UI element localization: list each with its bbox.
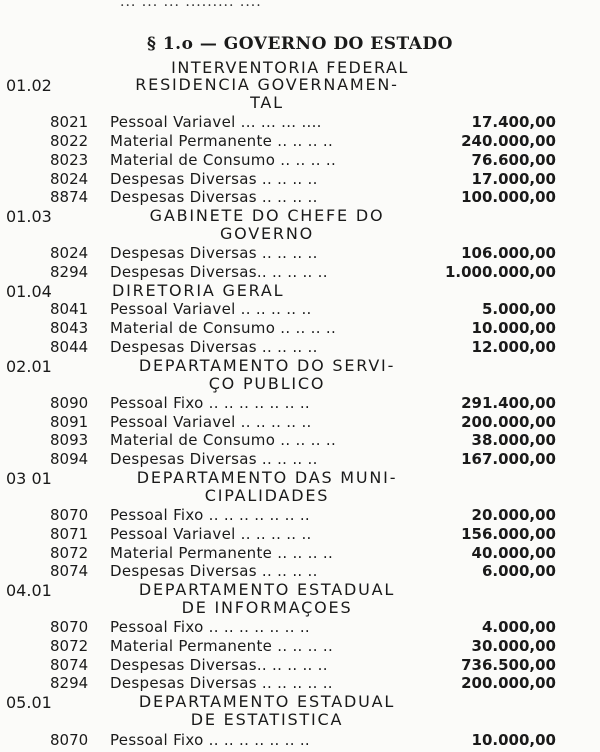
budget-row [0, 562, 600, 580]
item-amount: 6.000,00 [481, 562, 556, 581]
item-description: Pessoal Variavel .. .. .. .. .. [110, 524, 312, 543]
item-description: Despesas Diversas .. .. .. .. .. [110, 674, 333, 693]
item-code: 8074 [50, 655, 89, 674]
budget-row [0, 656, 600, 674]
budget-row [0, 338, 600, 356]
item-amount: 40.000,00 [471, 543, 556, 562]
item-description: Material de Consumo .. .. .. .. [110, 150, 337, 169]
item-amount: 38.000,00 [471, 431, 556, 450]
section-title: DEPARTAMENTO DO SERVI- ÇO PUBLICO [138, 355, 396, 393]
budget-row [0, 244, 600, 262]
item-code: 8094 [50, 450, 89, 468]
budget-row [0, 731, 600, 749]
item-code: 8022 [50, 132, 89, 151]
budget-row [0, 151, 600, 169]
item-amount: 167.000,00 [461, 450, 556, 468]
item-amount: 156.000,00 [461, 524, 556, 543]
item-amount: 291.400,00 [461, 393, 556, 412]
item-amount: 240.000,00 [461, 132, 556, 151]
budget-row [0, 618, 600, 636]
item-description: Material de Consumo .. .. .. .. [110, 431, 337, 450]
item-description: Material Permanente .. .. .. .. [110, 637, 334, 655]
section-title: DEPARTAMENTO ESTADUAL DE ESTATISTICA [138, 692, 396, 730]
budget-row [0, 450, 600, 468]
item-code: 8294 [50, 674, 89, 693]
budget-row [0, 170, 600, 188]
item-description: Pessoal Fixo .. .. .. .. .. .. .. [110, 730, 310, 749]
item-description: Despesas Diversas.. .. .. .. .. [110, 263, 328, 281]
item-description: Despesas Diversas .. .. .. .. [110, 244, 318, 263]
item-code: 8072 [50, 637, 89, 655]
section-code: 01.02 [6, 76, 52, 95]
item-code: 8024 [50, 244, 89, 263]
section-title: DIRETORIA GERAL [112, 280, 285, 300]
item-code: 8874 [50, 188, 89, 207]
page-subheading: INTERVENTORIA FEDERAL [171, 58, 409, 77]
item-description: Pessoal Fixo .. .. .. .. .. .. .. [110, 618, 310, 637]
item-code: 8021 [50, 113, 89, 132]
item-code: 8041 [50, 300, 89, 319]
page-heading: § 1.o — GOVERNO DO ESTADO [147, 34, 453, 54]
item-code: 8074 [50, 562, 89, 581]
item-amount: 200.000,00 [461, 412, 556, 431]
item-description: Despesas Diversas .. .. .. .. [110, 337, 318, 356]
budget-row [0, 300, 600, 318]
item-amount: 100.000,00 [461, 188, 556, 207]
item-amount: 5.000,00 [481, 300, 556, 319]
budget-row [0, 319, 600, 337]
item-description: Pessoal Fixo .. .. .. .. .. .. .. [110, 393, 310, 412]
item-description: Material Permanente .. .. .. .. [110, 132, 334, 151]
item-description: Pessoal Variavel .. .. .. .. .. [110, 412, 312, 431]
section-code: 03 01 [6, 468, 52, 488]
budget-row [0, 544, 600, 562]
section-title: DEPARTAMENTO DAS MUNI- CIPALIDADES [136, 467, 398, 505]
item-description: Material Permanente .. .. .. .. [110, 543, 334, 562]
budget-row [0, 263, 600, 281]
item-amount: 12.000,00 [471, 337, 556, 356]
item-amount: 4.000,00 [481, 618, 556, 637]
budget-row [0, 506, 600, 524]
section-title: RESIDENCIA GOVERNAMEN- TAL [135, 75, 399, 112]
item-amount: 106.000,00 [461, 244, 556, 263]
budget-row [0, 413, 600, 431]
budget-row [0, 674, 600, 692]
item-code: 8043 [50, 319, 89, 338]
item-code: 8070 [50, 506, 89, 525]
section-code: 01.04 [6, 281, 52, 301]
item-description: Despesas Diversas .. .. .. .. [110, 169, 318, 188]
budget-row [0, 132, 600, 150]
section-code: 04.01 [6, 580, 52, 600]
item-code: 8070 [50, 730, 89, 749]
item-amount: 30.000,00 [471, 637, 556, 655]
budget-row [0, 525, 600, 543]
budget-row [0, 637, 600, 655]
item-amount: 200.000,00 [461, 674, 556, 693]
item-code: 8090 [50, 393, 89, 412]
item-code: 8071 [50, 524, 89, 543]
item-amount: 10.000,00 [471, 730, 556, 749]
section-code: 01.03 [6, 206, 52, 226]
item-amount: 1.000.000,00 [444, 263, 556, 281]
item-code: 8044 [50, 337, 89, 356]
item-amount: 736.500,00 [461, 655, 556, 674]
item-description: Pessoal Variavel ... ... ... .... [110, 113, 322, 132]
item-code: 8294 [50, 263, 89, 281]
item-code: 8072 [50, 543, 89, 562]
item-code: 8091 [50, 412, 89, 431]
item-description: Pessoal Fixo .. .. .. .. .. .. .. [110, 506, 310, 525]
item-code: 8024 [50, 169, 89, 188]
item-amount: 17.000,00 [471, 169, 556, 188]
item-description: Pessoal Variavel .. .. .. .. .. [110, 300, 312, 319]
item-code: 8070 [50, 618, 89, 637]
item-code: 8093 [50, 431, 89, 450]
budget-row [0, 431, 600, 449]
section-code: 05.01 [6, 693, 52, 713]
item-description: Despesas Diversas .. .. .. .. [110, 562, 318, 581]
item-amount: 10.000,00 [471, 319, 556, 338]
item-amount: 76.600,00 [471, 150, 556, 169]
item-description: Despesas Diversas .. .. .. .. [110, 188, 318, 207]
section-code: 02.01 [6, 356, 52, 376]
item-description: Material de Consumo .. .. .. .. [110, 319, 337, 338]
top-cropped-line: ... ... ... ......... .... [120, 0, 262, 10]
section-title: GABINETE DO CHEFE DO GOVERNO [149, 205, 385, 243]
item-description: Despesas Diversas.. .. .. .. .. [110, 655, 328, 674]
budget-row [0, 113, 600, 131]
item-code: 8023 [50, 150, 89, 169]
budget-row [0, 394, 600, 412]
item-amount: 20.000,00 [471, 506, 556, 525]
item-amount: 17.400,00 [471, 113, 556, 132]
item-description: Despesas Diversas .. .. .. .. [110, 450, 318, 468]
section-title: DEPARTAMENTO ESTADUAL DE INFORMAÇOES [138, 579, 396, 617]
budget-row [0, 188, 600, 206]
